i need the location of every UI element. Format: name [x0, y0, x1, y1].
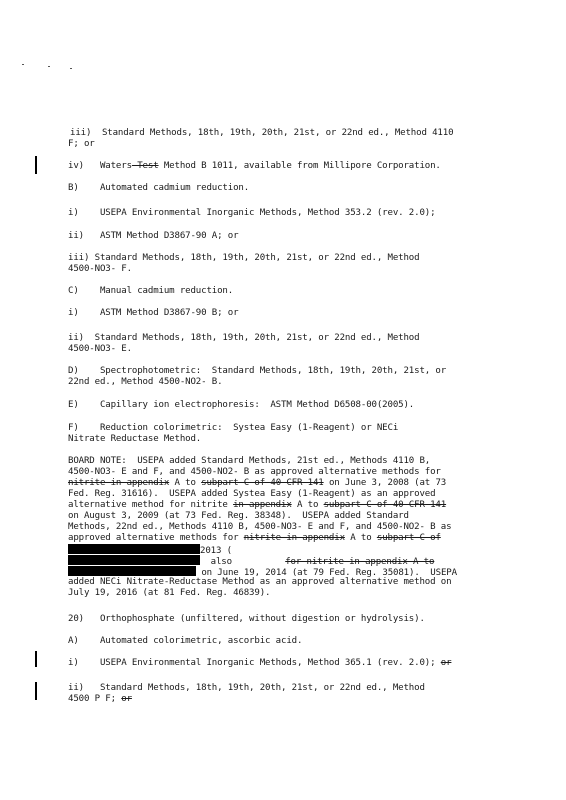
- board-note: 4500-NO3- E and F, and 4500-NO2- B as approved alternative methods for: [68, 467, 441, 477]
- item-text: 20) Orthophosphate (unfiltered, without digestion or hydrolysis).: [68, 614, 425, 624]
- struck-text: in appendix: [233, 500, 292, 510]
- item-text: [68, 694, 132, 705]
- struck-text: nitrite in appendix: [243, 533, 345, 543]
- item-text: i) ASTM Method D3867-90 B; or: [68, 308, 239, 318]
- item-text: [68, 161, 441, 172]
- redaction-block: [68, 555, 200, 565]
- struck-text: subpart C of 40 CFR 141: [323, 500, 447, 510]
- item-text: iv) Waters: [68, 161, 132, 171]
- item-text: [68, 658, 451, 669]
- board-note: Fed. Reg. 31616). USEPA added Systea Easy (1-Reagent) as an approved: [68, 489, 436, 499]
- board-note: on August 3, 2009 (at 73 Fed. Reg. 38348). USEPA added Standard: [68, 511, 409, 521]
- note-text: on June 3, 2008 (at 73: [323, 478, 447, 488]
- item-text: Method B 1011, available from Millipore Corporation.: [158, 161, 441, 171]
- struck-text: or: [440, 658, 452, 668]
- board-note: BOARD NOTE: USEPA added Standard Methods, 21st ed., Methods 4110 B,: [68, 456, 431, 466]
- board-note: [68, 478, 446, 489]
- scan-speck: [22, 64, 24, 65]
- item-text: i) USEPA Environmental Inorganic Methods, Method 353.2 (rev. 2.0);: [68, 208, 436, 218]
- scan-speck: [70, 68, 72, 69]
- item-text: iii) Standard Methods, 18th, 19th, 20th, 21st, or 22nd ed., Method 4110: [70, 128, 454, 138]
- item-text: 22nd ed., Method 4500-NO2- B.: [68, 377, 223, 387]
- board-note: July 19, 2016 (at 81 Fed. Reg. 46839).: [68, 588, 271, 598]
- item-text: i) USEPA Environmental Inorganic Methods, Method 365.1 (rev. 2.0);: [68, 658, 441, 668]
- board-note: [68, 533, 441, 544]
- redaction-block: [68, 544, 200, 554]
- note-text: alternative method for nitrite: [68, 500, 234, 510]
- struck-text: for nitrite in appendix A to: [285, 557, 435, 567]
- item-text: A) Automated colorimetric, ascorbic acid.: [68, 636, 303, 646]
- note-text: on June 19, 2014 (at 79 Fed. Reg. 35081). USEPA: [201, 568, 457, 578]
- note-text: approved alternative methods for: [68, 533, 244, 543]
- struck-text: subpart C of: [376, 533, 441, 543]
- board-note: [68, 500, 446, 511]
- redaction-block: [68, 566, 196, 576]
- note-text: also: [200, 557, 232, 567]
- item-text: D) Spectrophotometric: Standard Methods, 18th, 19th, 20th, 21st, or: [68, 366, 447, 376]
- item-text: F) Reduction colorimetric: Systea Easy (1-Reagent) or NECi: [68, 423, 399, 433]
- item-text: 4500-NO3- E.: [68, 344, 132, 354]
- struck-text: nitrite in appendix: [68, 478, 170, 488]
- change-bar: [35, 156, 37, 174]
- item-text: E) Capillary ion electrophoresis: ASTM Method D6508-00(2005).: [68, 400, 415, 410]
- item-text: C) Manual cadmium reduction.: [68, 286, 234, 296]
- scan-speck: [48, 66, 50, 67]
- item-text: ii) Standard Methods, 18th, 19th, 20th, 21st, or 22nd ed., Method: [68, 333, 420, 343]
- note-text: A to: [169, 478, 202, 488]
- change-bar: [35, 682, 37, 700]
- item-text: B) Automated cadmium reduction.: [68, 183, 250, 193]
- change-bar: [35, 651, 37, 667]
- note-text: 2013 (: [200, 546, 232, 556]
- board-note: added NECi Nitrate-Reductase Method as an approved alternative method on: [68, 577, 452, 587]
- board-note: Methods, 22nd ed., Methods 4110 B, 4500-NO3- E and F, and 4500-NO2- B as: [68, 522, 452, 532]
- item-text: ii) Standard Methods, 18th, 19th, 20th, 21st, or 22nd ed., Method: [68, 683, 425, 693]
- note-text: A to: [291, 500, 324, 510]
- struck-text: or: [121, 694, 132, 704]
- item-text: ii) ASTM Method D3867-90 A; or: [68, 231, 239, 241]
- struck-text: subpart C of 40 CFR 141: [201, 478, 324, 488]
- item-text: iii) Standard Methods, 18th, 19th, 20th, 21st, or 22nd ed., Method: [68, 253, 420, 263]
- note-text: A to: [344, 533, 377, 543]
- item-text: 4500-NO3- F.: [68, 264, 132, 274]
- item-text: Nitrate Reductase Method.: [68, 434, 202, 444]
- struck-text: Test: [131, 161, 159, 171]
- item-text: F; or: [68, 139, 95, 149]
- item-text: 4500 P F;: [68, 694, 122, 704]
